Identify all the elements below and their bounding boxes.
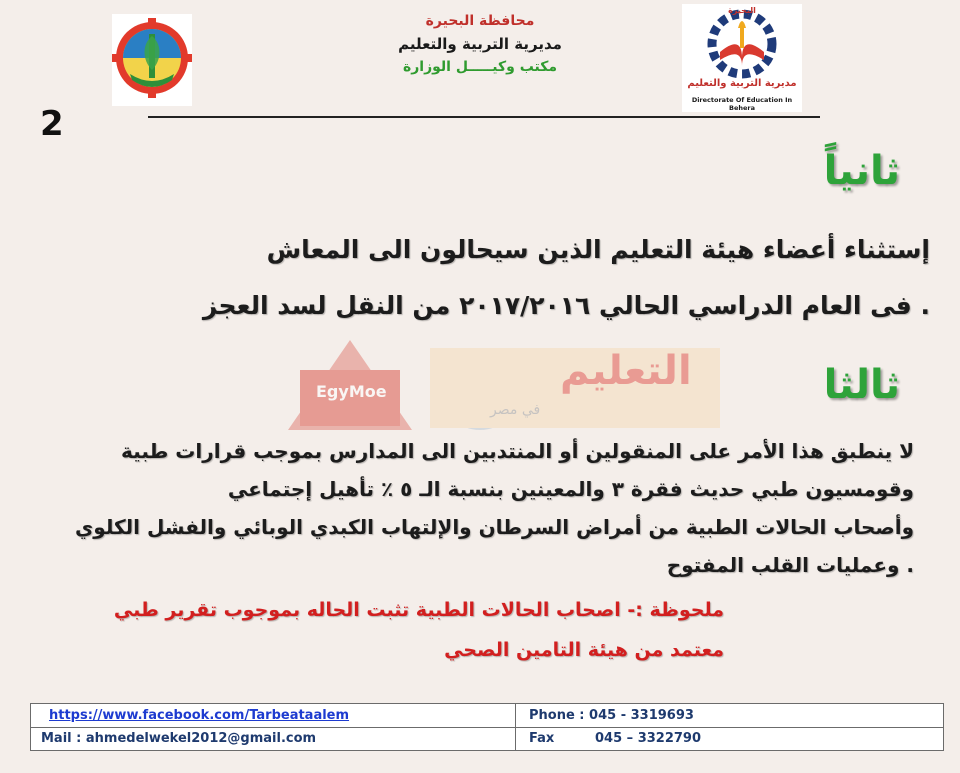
governorate-logo bbox=[112, 14, 192, 106]
watermark-subtitle: في مصر bbox=[490, 402, 541, 418]
fax-number: Fax 045 – 3322790 bbox=[529, 731, 702, 746]
section3-line: لا ينطبق هذا الأمر على المنقولين أو المنتدبين الى المدارس بموجب قرارات طبية bbox=[121, 439, 914, 463]
directorate-logo bbox=[682, 4, 802, 112]
facebook-link[interactable]: https://www.facebook.com/Tarbeataalem bbox=[49, 708, 350, 723]
gear-emblem-icon bbox=[112, 14, 192, 106]
watermark-english: EgyMoe bbox=[316, 382, 387, 401]
footer-divider-horizontal bbox=[31, 727, 943, 728]
office-name: مكتب وكيـــــل الوزارة bbox=[402, 59, 558, 75]
section3-line: وقومسيون طبي حديث فقرة ٣ والمعينين بنسبة الـ ٥ ٪ تأهيل إجتماعي bbox=[227, 477, 914, 501]
note-line: معتمد من هيئة التامين الصحي bbox=[444, 639, 724, 661]
header-divider bbox=[148, 116, 820, 118]
watermark-arabic: التعليم bbox=[560, 348, 692, 394]
logo-english-caption: Directorate Of Education In Behera bbox=[691, 96, 793, 112]
governorate-name: محافظة البحيرة bbox=[425, 13, 535, 29]
email-address: Mail : ahmedelwekel2012@gmail.com bbox=[41, 731, 317, 746]
section2-line: إستثناء أعضاء هيئة التعليم الذين سيحالون الى المعاش bbox=[266, 235, 930, 264]
section3-title: ثالثا bbox=[823, 362, 900, 408]
section2-body bbox=[50, 222, 930, 334]
section2-title: ثانياً bbox=[823, 148, 900, 194]
contact-footer bbox=[30, 703, 944, 751]
logo-top-text: البحيرة bbox=[728, 6, 756, 15]
medical-note bbox=[24, 590, 724, 670]
section3-line: . وعمليات القلب المفتوح bbox=[666, 553, 914, 577]
letterhead bbox=[300, 10, 660, 78]
logo-arabic-text: مديرية التربية والتعليم bbox=[687, 78, 797, 89]
directorate-name: مديرية التربية والتعليم bbox=[398, 35, 562, 53]
section3-body bbox=[34, 432, 914, 584]
section3-line: وأصحاب الحالات الطبية من أمراض السرطان والإلتهاب الكبدي الوبائي والفشل الكلوي bbox=[74, 515, 914, 539]
watermark bbox=[280, 330, 720, 440]
page-number: 2 bbox=[40, 104, 64, 144]
phone-number: Phone : 045 - 3319693 bbox=[529, 708, 694, 723]
section2-line: . فى العام الدراسي الحالي ٢٠١٧/٢٠١٦ من النقل لسد العجز bbox=[202, 291, 930, 320]
note-line: ملحوظة :- اصحاب الحالات الطبية تثبت الحاله بموجوب تقرير طبي bbox=[113, 599, 724, 621]
